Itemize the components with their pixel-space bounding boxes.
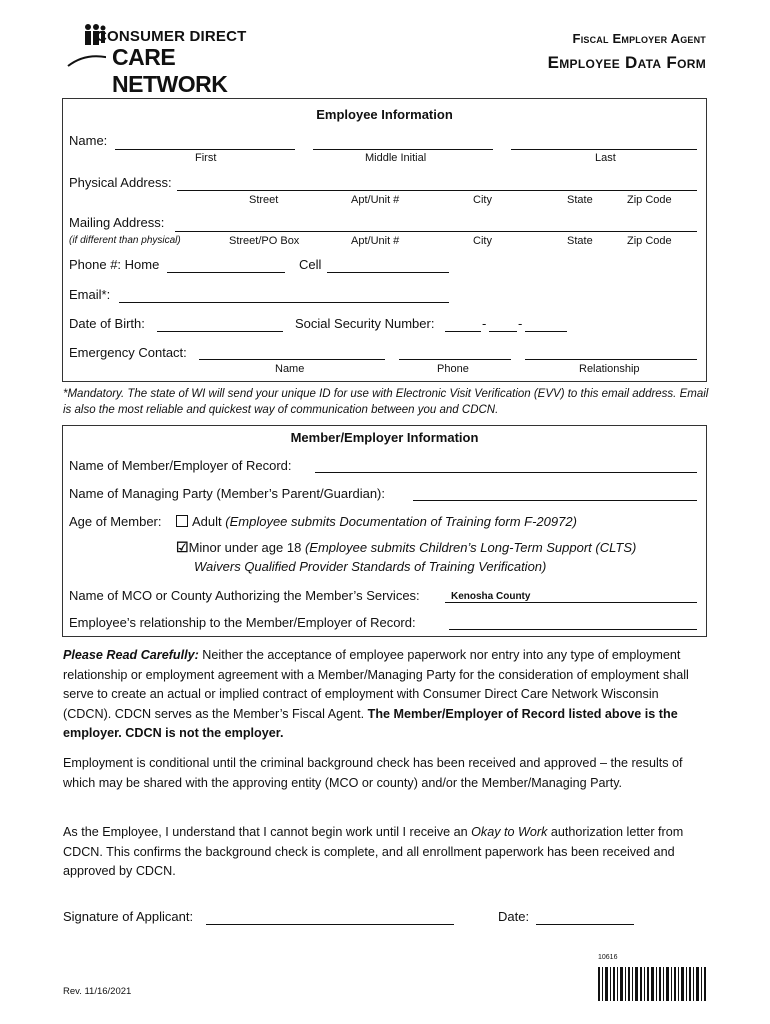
emergency-name-field[interactable] — [199, 359, 385, 360]
employee-relationship-label: Employee’s relationship to the Member/Employer of Record: — [69, 615, 416, 630]
ec-name-caption: Name — [275, 363, 305, 375]
background-check-paragraph: Employment is conditional until the criminal background check has been received and approved – the results of which may be shared with the approving entity (MCO or county) and/or the Member/Managing Party. — [63, 756, 683, 790]
employer-of-record-field[interactable] — [315, 472, 697, 473]
dob-label: Date of Birth: — [69, 316, 145, 331]
physical-address-field[interactable] — [177, 190, 697, 191]
minor-option[interactable] — [176, 539, 636, 556]
member-info-section — [62, 425, 707, 637]
adult-note: (Employee submits Documentation of Training form F-20972) — [225, 514, 577, 529]
cell-phone-field[interactable] — [327, 272, 449, 273]
form-code: 10616 — [598, 954, 618, 961]
middle-caption: Middle Initial — [365, 152, 427, 164]
ssn-part3-field[interactable] — [525, 331, 567, 332]
date-field[interactable] — [536, 924, 634, 925]
last-caption: Last — [595, 152, 616, 164]
employer-of-record-label: Name of Member/Employer of Record: — [69, 458, 292, 473]
signature-field[interactable] — [206, 924, 454, 925]
mail-state-caption: State — [567, 235, 593, 247]
okay-to-work-term: Okay to Work — [471, 825, 548, 839]
home-phone-field[interactable] — [167, 272, 285, 273]
disclaimer-text: Neither the acceptance of employee paperwork nor entry into any type of employment relationship or employment agreement with a Member/Managing Party for the consideration of employment shall serve to create an actual or implied contract of employment with Consumer Direct Care Network Wisconsin (CDCN). CDCN serves as the Member’s Fiscal Agent. — [63, 648, 689, 721]
ssn-part2-field[interactable] — [489, 331, 517, 332]
read-carefully-heading: Please Read Carefully: — [63, 648, 199, 662]
mco-county-field[interactable] — [445, 602, 697, 603]
adult-checkbox[interactable] — [176, 515, 188, 527]
ssn-sep1: - — [482, 316, 487, 331]
zip-caption: Zip Code — [627, 194, 672, 206]
disclaimer-paragraph — [63, 646, 703, 744]
email-field[interactable] — [119, 302, 449, 303]
barcode-image — [598, 967, 706, 1001]
first-caption: First — [195, 152, 217, 164]
emergency-relationship-field[interactable] — [525, 359, 697, 360]
mailing-address-label: Mailing Address: — [69, 215, 165, 230]
name-label: Name: — [69, 133, 108, 148]
ssn-sep2: - — [518, 316, 523, 331]
state-caption: State — [567, 194, 593, 206]
emergency-phone-field[interactable] — [399, 359, 511, 360]
physical-address-label: Physical Address: — [69, 175, 172, 190]
logo-text-top: CONSUMER DIRECT — [96, 28, 247, 45]
employee-relationship-field[interactable] — [449, 629, 697, 630]
okay-to-work-text-a: As the Employee, I understand that I cannot begin work until I receive an — [63, 825, 472, 839]
ssn-label: Social Security Number: — [295, 316, 435, 331]
barcode-icon — [598, 967, 706, 1001]
logo-text-bottom: CARE NETWORK — [112, 44, 228, 97]
managing-party-label: Name of Managing Party (Member’s Parent/Guardian): — [69, 486, 385, 501]
member-info-title: Member/Employer Information — [290, 430, 479, 445]
email-label: Email*: — [69, 287, 111, 302]
managing-party-field[interactable] — [413, 500, 697, 501]
minor-note-1: (Employee submits Children’s Long-Term Support (CLTS) — [304, 540, 637, 555]
date-label: Date: — [498, 909, 530, 924]
mailing-address-field[interactable] — [175, 231, 697, 232]
age-of-member-label: Age of Member: — [69, 514, 162, 529]
form-title: Employee Data Form — [547, 53, 706, 72]
minor-label: Minor under age 18 — [188, 540, 302, 555]
dob-field[interactable] — [157, 331, 283, 332]
mail-zip-caption: Zip Code — [627, 235, 672, 247]
last-name-field[interactable] — [511, 149, 697, 150]
mco-county-value: Kenosha County — [451, 591, 531, 602]
ec-relationship-caption: Relationship — [579, 363, 640, 375]
mail-apt-caption: Apt/Unit # — [351, 235, 400, 247]
ec-phone-caption: Phone — [437, 363, 469, 375]
street-caption: Street — [249, 194, 279, 206]
street-po-caption: Street/PO Box — [229, 235, 300, 247]
apt-caption: Apt/Unit # — [351, 194, 400, 206]
minor-note-2: Waivers Qualified Provider Standards of Training Verification) — [194, 559, 547, 574]
emergency-contact-label: Emergency Contact: — [69, 345, 187, 360]
ssn-part1-field[interactable] — [445, 331, 481, 332]
revision-date: Rev. 11/16/2021 — [63, 986, 132, 997]
employer-statement: The Member/Employer of Record listed above is the employer. CDCN is not the employer. — [63, 706, 678, 740]
fiscal-agent-label: Fiscal Employer Agent — [572, 31, 706, 46]
employee-info-section — [62, 98, 707, 382]
company-logo — [66, 22, 256, 97]
city-caption: City — [473, 194, 492, 206]
adult-label: Adult — [192, 514, 222, 529]
mandatory-note: *Mandatory. The state of WI will send your unique ID for use with Electronic Visit Verification (EVV) to this email address. Email is also the most reliable and quickest way of communication between you and CDCN. — [63, 388, 709, 416]
home-phone-label: Phone #: Home — [69, 257, 160, 272]
middle-initial-field[interactable] — [313, 149, 493, 150]
mail-city-caption: City — [473, 235, 492, 247]
okay-to-work-text-b: authorization letter from CDCN. This confirms the background check is complete, and all enrollment paperwork has been received and approved by CDCN. — [63, 825, 684, 878]
adult-option[interactable] — [176, 514, 577, 529]
okay-to-work-paragraph — [63, 823, 703, 882]
first-name-field[interactable] — [115, 149, 295, 150]
signature-label: Signature of Applicant: — [63, 909, 194, 924]
employee-info-title: Employee Information — [316, 107, 453, 122]
mailing-note: (if different than physical) — [69, 235, 181, 246]
cell-label: Cell — [299, 257, 322, 272]
minor-checkbox-checked[interactable]: ☑ — [176, 539, 189, 555]
mco-county-label: Name of MCO or County Authorizing the Member’s Services: — [69, 588, 420, 603]
